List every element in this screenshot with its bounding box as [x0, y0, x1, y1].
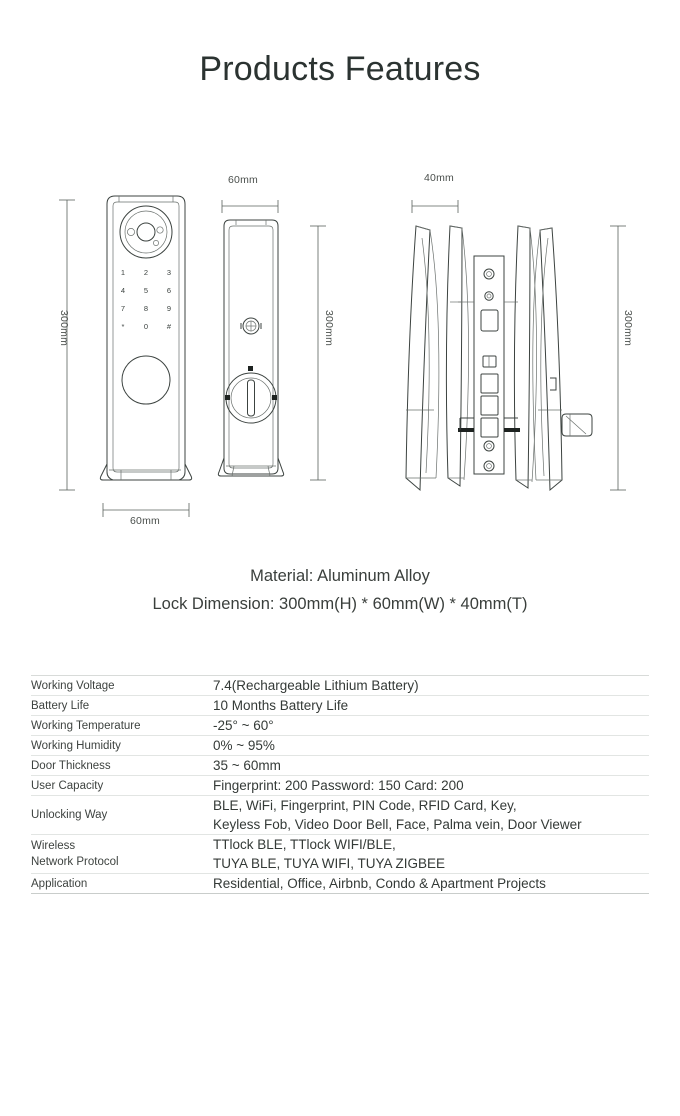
- keypad-key-5[interactable]: 5: [143, 286, 149, 295]
- keypad-key-1[interactable]: 1: [120, 268, 126, 277]
- spec-value-cell: [213, 776, 649, 796]
- table-row: [31, 835, 649, 874]
- spec-value-cell: [213, 835, 649, 874]
- side-width-dimension: [412, 200, 458, 213]
- spec-value-line: -25° ~ 60°: [213, 718, 274, 733]
- keypad-key-star[interactable]: *: [121, 322, 125, 331]
- lock-dimension-caption: Lock Dimension: 300mm(H) * 60mm(W) * 40mm(T): [152, 595, 528, 613]
- page-title: Products Features: [199, 50, 481, 88]
- keypad-key-0[interactable]: 0: [143, 322, 149, 331]
- table-row: [31, 676, 649, 696]
- product-drawings: [0, 160, 680, 550]
- spec-value-cell: [213, 796, 649, 835]
- spec-label-line: Working Temperature: [31, 719, 141, 732]
- keypad-key-6[interactable]: 6: [166, 286, 172, 295]
- front-panel-inner-profile: [446, 226, 468, 486]
- spec-value-line: 35 ~ 60mm: [213, 758, 281, 773]
- rear-height-label: 300mm: [323, 310, 335, 347]
- spec-value-cell: [213, 696, 649, 716]
- spec-value-line: Fingerprint: 200 Password: 150 Card: 200: [213, 778, 464, 793]
- spec-value-cell: [213, 716, 649, 736]
- keypad-key-3[interactable]: 3: [166, 268, 172, 277]
- spec-label-line: Wireless: [31, 840, 76, 852]
- rear-width-dimension: [222, 200, 278, 213]
- material-caption: Material: Aluminum Alloy: [250, 567, 430, 585]
- specifications-table: [31, 675, 649, 894]
- front-width-label: 60mm: [130, 515, 160, 527]
- side-section-view: [400, 178, 660, 523]
- keypad-key-9[interactable]: 9: [166, 304, 172, 313]
- table-row: [31, 716, 649, 736]
- spec-value-cell: [213, 874, 649, 894]
- side-width-label: 40mm: [424, 172, 454, 184]
- spec-label-cell: [31, 696, 213, 716]
- spec-label-cell: [31, 716, 213, 736]
- front-escutcheon-profile: [406, 226, 439, 490]
- spec-table-body: [31, 676, 649, 894]
- spec-value-line: 10 Months Battery Life: [213, 698, 349, 713]
- rear-panel-body: [224, 220, 278, 474]
- table-row: [31, 776, 649, 796]
- spec-value-cell: [213, 676, 649, 696]
- spec-label-line: Door Thickness: [31, 759, 111, 772]
- spec-value-cell: [213, 736, 649, 756]
- spec-value-line: TUYA BLE, TUYA WIFI, TUYA ZIGBEE: [213, 856, 446, 871]
- rear-width-label: 60mm: [228, 174, 258, 186]
- spec-label-line: Application: [31, 877, 88, 890]
- rear-bottom-bevel: [218, 458, 283, 476]
- latch-bolt: [562, 414, 592, 436]
- keypad-key-8[interactable]: 8: [143, 304, 149, 313]
- spec-label-cell: [31, 776, 213, 796]
- spec-value-cell: [213, 756, 649, 776]
- table-row: [31, 796, 649, 835]
- spec-label-cell: [31, 736, 213, 756]
- spec-label-cell: [31, 874, 213, 894]
- spec-label-line: User Capacity: [31, 779, 104, 792]
- table-row: [31, 874, 649, 894]
- rear-button: [241, 318, 261, 334]
- spec-label-cell: [31, 756, 213, 776]
- camera-module: [120, 206, 172, 258]
- spec-value-line: TTlock BLE, TTlock WIFI/BLE,: [213, 837, 396, 852]
- rear-panel-inner-profile: [514, 226, 536, 488]
- front-height-label: 300mm: [58, 310, 70, 347]
- rear-panel-view: [200, 180, 360, 520]
- rear-height-dimension: [310, 226, 326, 480]
- spec-value-line: Keyless Fob, Video Door Bell, Face, Palma vein, Door Viewer: [213, 817, 582, 832]
- keypad-key-hash[interactable]: #: [166, 322, 172, 331]
- keypad-key-7[interactable]: 7: [120, 304, 126, 313]
- spec-label-line: Network Protocol: [31, 856, 119, 868]
- fingerprint-reader: [122, 356, 170, 404]
- spec-value-line: Residential, Office, Airbnb, Condo & Apartment Projects: [213, 876, 546, 891]
- side-height-label: 300mm: [622, 310, 634, 347]
- keypad-key-4[interactable]: 4: [120, 286, 126, 295]
- table-row: [31, 756, 649, 776]
- spec-label-cell: [31, 835, 213, 874]
- rear-escutcheon-profile: [533, 228, 562, 490]
- spec-label-line: Working Humidity: [31, 739, 121, 752]
- spec-value-line: 7.4(Rechargeable Lithium Battery): [213, 678, 419, 693]
- spec-value-line: 0% ~ 95%: [213, 738, 275, 753]
- spec-label-cell: [31, 796, 213, 835]
- thumb-turn-knob: [225, 366, 277, 423]
- table-row: [31, 696, 649, 716]
- spec-label-line: Working Voltage: [31, 679, 115, 692]
- spec-label-cell: [31, 676, 213, 696]
- table-row: [31, 736, 649, 756]
- material-captions: [0, 562, 680, 618]
- spec-label-line: Battery Life: [31, 699, 90, 712]
- side-height-dimension: [610, 226, 626, 490]
- keypad-key-2[interactable]: 2: [143, 268, 149, 277]
- spec-label-line: Unlocking Way: [31, 809, 108, 821]
- mortise-lock-body: [474, 256, 504, 474]
- front-panel-body: [107, 196, 185, 480]
- spec-value-line: BLE, WiFi, Fingerprint, PIN Code, RFID Card, Key,: [213, 798, 517, 813]
